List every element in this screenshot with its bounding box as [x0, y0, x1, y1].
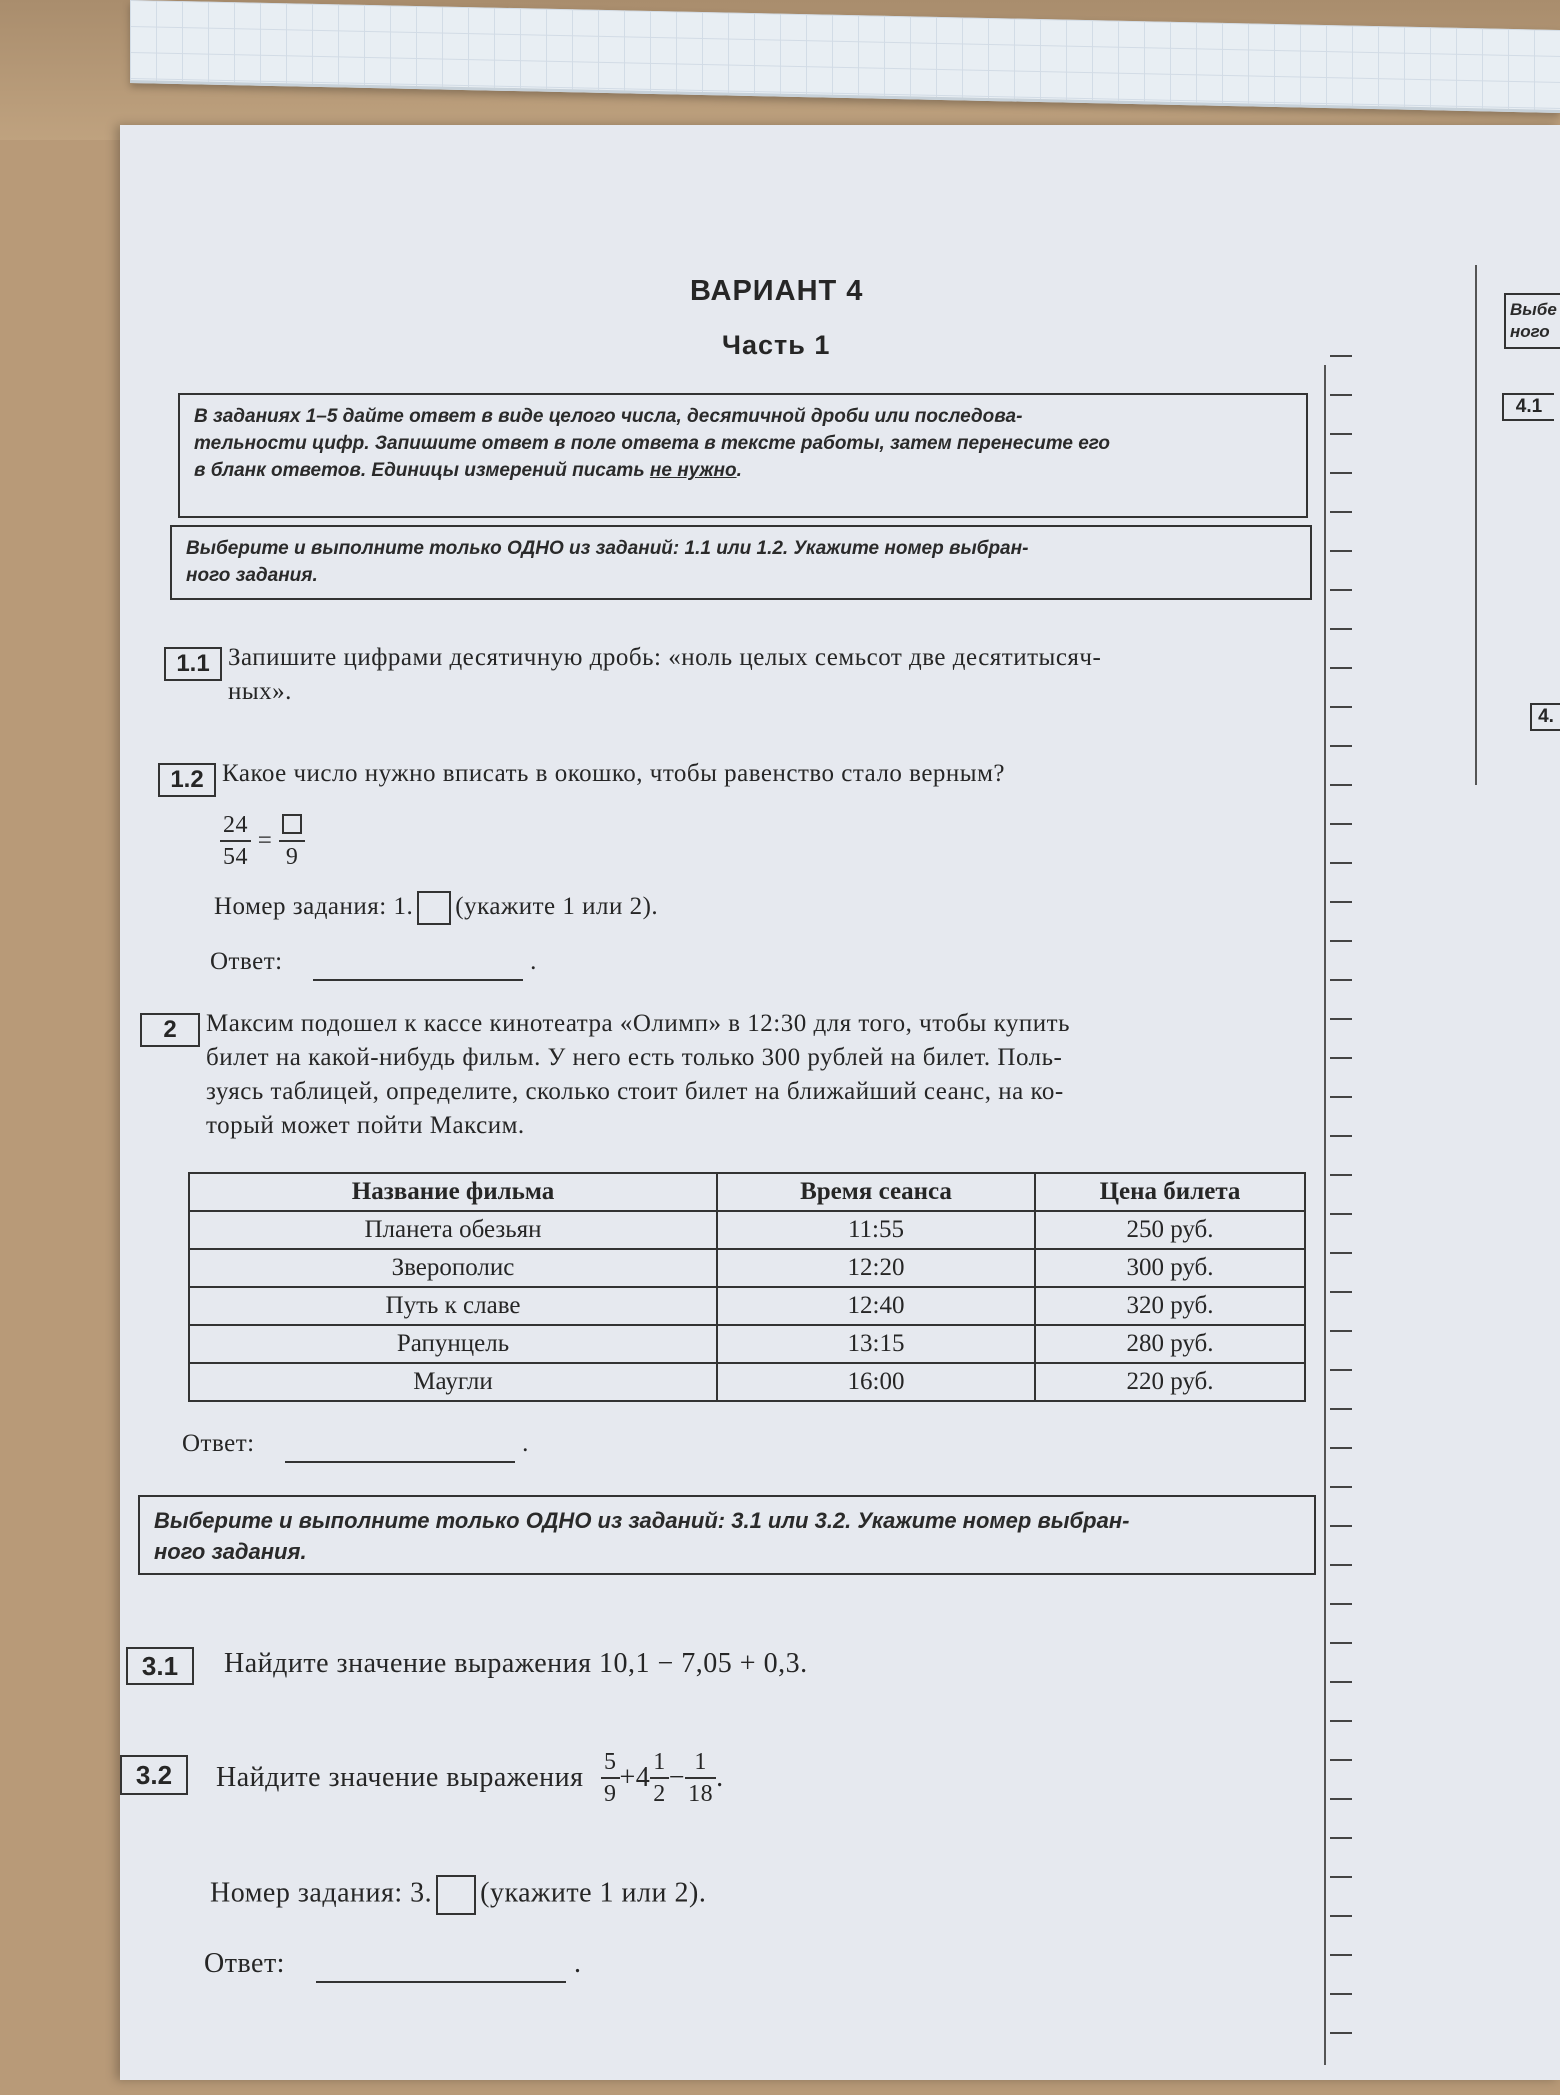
- film-name: Зверополис: [189, 1249, 717, 1287]
- margin-tick: [1330, 1252, 1352, 1254]
- margin-ticks: [1330, 355, 1360, 2095]
- margin-tick: [1330, 1876, 1352, 1878]
- session-time: 16:00: [717, 1363, 1035, 1401]
- fraction-1-18: $\frac{1}{18}$: [685, 1747, 716, 1809]
- session-time: 12:40: [717, 1287, 1035, 1325]
- margin-tick: [1330, 1954, 1352, 1956]
- margin-tick: [1330, 2032, 1352, 2034]
- film-name: Планета обезьян: [189, 1211, 717, 1249]
- task-4-x-number: 4.: [1530, 703, 1560, 731]
- margin-tick: [1330, 1837, 1352, 1839]
- margin-tick: [1330, 1447, 1352, 1449]
- margin-tick: [1330, 784, 1352, 786]
- ticket-price: 320 руб.: [1035, 1287, 1305, 1325]
- header-ticket-price: Цена билета: [1035, 1173, 1305, 1211]
- instructions-line-2: тельности цифр. Запишите ответ в поле ответа в тексте работы, затем перенесите его: [194, 433, 1111, 454]
- margin-line: [1324, 365, 1326, 2065]
- fraction-box-9: 9: [279, 810, 305, 872]
- task-2-answer-row: Ответ: .: [182, 1427, 529, 1463]
- task-1-answer-row: Ответ: .: [210, 945, 537, 981]
- margin-tick: [1330, 1096, 1352, 1098]
- margin-tick: [1330, 1720, 1352, 1722]
- choose-1-line-1: Выберите и выполните только ОДНО из заданий: 1.1 или 1.2. Укажите номер выбран-: [186, 538, 1029, 559]
- task-3-1-number: 3.1: [126, 1647, 194, 1685]
- table-row: [189, 1287, 1305, 1325]
- task-3-answer-field[interactable]: [316, 1947, 566, 1983]
- variant-title: ВАРИАНТ 4: [690, 275, 864, 307]
- header-session-time: Время сеанса: [717, 1173, 1035, 1211]
- margin-tick: [1330, 1408, 1352, 1410]
- margin-tick: [1330, 1642, 1352, 1644]
- choose-1-line-2: ного задания.: [186, 565, 318, 586]
- exam-sheet: [120, 125, 1560, 2080]
- right-column-line: [1475, 265, 1477, 785]
- choose-3-line-1: Выберите и выполните только ОДНО из заданий: 3.1 или 3.2. Укажите номер выбран-: [154, 1508, 1130, 1533]
- margin-tick: [1330, 1486, 1352, 1488]
- instructions-line-3: в бланк ответов. Единицы измерений писать не нужно.: [194, 460, 742, 481]
- task-3-choice-box[interactable]: [436, 1875, 476, 1915]
- margin-tick: [1330, 1759, 1352, 1761]
- task-3-2-expression: Найдите значение выражения $\frac{5}{9}$ +4 $\frac{1}{2}$ − $\frac{1}{18}$ .: [216, 1749, 724, 1807]
- margin-tick: [1330, 823, 1352, 825]
- margin-tick: [1330, 1681, 1352, 1683]
- part-title: Часть 1: [722, 330, 831, 360]
- margin-tick: [1330, 667, 1352, 669]
- session-time: 12:20: [717, 1249, 1035, 1287]
- film-name: Рапунцель: [189, 1325, 717, 1363]
- margin-tick: [1330, 355, 1352, 357]
- task-3-number-row: Номер задания: 3. (укажите 1 или 2).: [210, 1875, 706, 1915]
- margin-tick: [1330, 940, 1352, 942]
- task-2-line-4: торый может пойти Максим.: [206, 1112, 525, 1139]
- empty-box-icon: [282, 814, 302, 834]
- margin-tick: [1330, 1291, 1352, 1293]
- table-header-row: [189, 1173, 1305, 1211]
- task-1-choice-box[interactable]: [417, 891, 451, 925]
- films-table: [188, 1172, 1306, 1402]
- task-2-line-1: Максим подошел к кассе кинотеатра «Олимп» в 12:30 для того, чтобы купить: [206, 1010, 1070, 1037]
- margin-tick: [1330, 1798, 1352, 1800]
- choose-3-line-2: ного задания.: [154, 1539, 307, 1564]
- table-row: [189, 1325, 1305, 1363]
- fraction-5-9: $\frac{5}{9}$: [601, 1747, 620, 1809]
- margin-tick: [1330, 862, 1352, 864]
- margin-tick: [1330, 1603, 1352, 1605]
- table-row: [189, 1211, 1305, 1249]
- margin-tick: [1330, 901, 1352, 903]
- film-name: Маугли: [189, 1363, 717, 1401]
- margin-tick: [1330, 628, 1352, 630]
- margin-tick: [1330, 1525, 1352, 1527]
- task-1-1-line-1: Запишите цифрами десятичную дробь: «ноль целых семьсот две десятитысяч-: [228, 644, 1102, 671]
- margin-tick: [1330, 394, 1352, 396]
- margin-tick: [1330, 1915, 1352, 1917]
- table-row: [189, 1249, 1305, 1287]
- task-1-1-number: 1.1: [164, 647, 222, 681]
- margin-tick: [1330, 745, 1352, 747]
- task-2-number: 2: [140, 1013, 200, 1047]
- margin-tick: [1330, 589, 1352, 591]
- margin-tick: [1330, 1057, 1352, 1059]
- ticket-price: 300 руб.: [1035, 1249, 1305, 1287]
- instructions-box: [178, 393, 1308, 518]
- task-1-number-row: Номер задания: 1. (укажите 1 или 2).: [214, 890, 658, 925]
- margin-tick: [1330, 1993, 1352, 1995]
- task-1-1-line-2: ных».: [228, 678, 292, 705]
- margin-tick: [1330, 1330, 1352, 1332]
- margin-tick: [1330, 979, 1352, 981]
- task-3-1-text: Найдите значение выражения 10,1 − 7,05 + 0,3.: [224, 1648, 808, 1679]
- margin-tick: [1330, 433, 1352, 435]
- ticket-price: 220 руб.: [1035, 1363, 1305, 1401]
- task-4-1-number: 4.1: [1502, 393, 1554, 421]
- choose-task-1-box: [170, 525, 1312, 600]
- margin-tick: [1330, 1135, 1352, 1137]
- table-row: [189, 1363, 1305, 1401]
- task-1-2-equation: $\frac{24}{54}$ = 9: [220, 810, 305, 872]
- task-1-2-number: 1.2: [158, 763, 216, 797]
- margin-tick: [1330, 706, 1352, 708]
- fraction-24-54: $\frac{24}{54}$: [220, 810, 251, 872]
- task-2-answer-field[interactable]: [285, 1427, 515, 1463]
- margin-tick: [1330, 1564, 1352, 1566]
- task-2-line-3: зуясь таблицей, определите, сколько стоит билет на ближайший сеанс, на ко-: [206, 1078, 1064, 1105]
- margin-tick: [1330, 511, 1352, 513]
- task-3-answer-row: Ответ: .: [204, 1947, 581, 1983]
- fraction-1-2: $\frac{1}{2}$: [650, 1747, 669, 1809]
- film-name: Путь к славе: [189, 1287, 717, 1325]
- margin-tick: [1330, 1369, 1352, 1371]
- margin-tick: [1330, 1213, 1352, 1215]
- margin-tick: [1330, 1174, 1352, 1176]
- exam-page: [120, 125, 1560, 2080]
- ticket-price: 250 руб.: [1035, 1211, 1305, 1249]
- task-3-2-number: 3.2: [120, 1755, 188, 1795]
- task-1-2-text: Какое число нужно вписать в окошко, чтобы равенство стало верным?: [222, 760, 1006, 787]
- margin-tick: [1330, 1018, 1352, 1020]
- session-time: 13:15: [717, 1325, 1035, 1363]
- session-time: 11:55: [717, 1211, 1035, 1249]
- right-choose-fragment: Выбе ного: [1504, 293, 1560, 349]
- instructions-line-1: В заданиях 1–5 дайте ответ в виде целого числа, десятичной дроби или последова-: [194, 406, 1023, 427]
- margin-tick: [1330, 472, 1352, 474]
- header-film-name: Название фильма: [189, 1173, 717, 1211]
- task-2-line-2: билет на какой-нибудь фильм. У него есть только 300 рублей на билет. Поль-: [206, 1044, 1063, 1071]
- task-1-answer-field[interactable]: [313, 945, 523, 981]
- margin-tick: [1330, 550, 1352, 552]
- choose-task-3-box: [138, 1495, 1316, 1575]
- ticket-price: 280 руб.: [1035, 1325, 1305, 1363]
